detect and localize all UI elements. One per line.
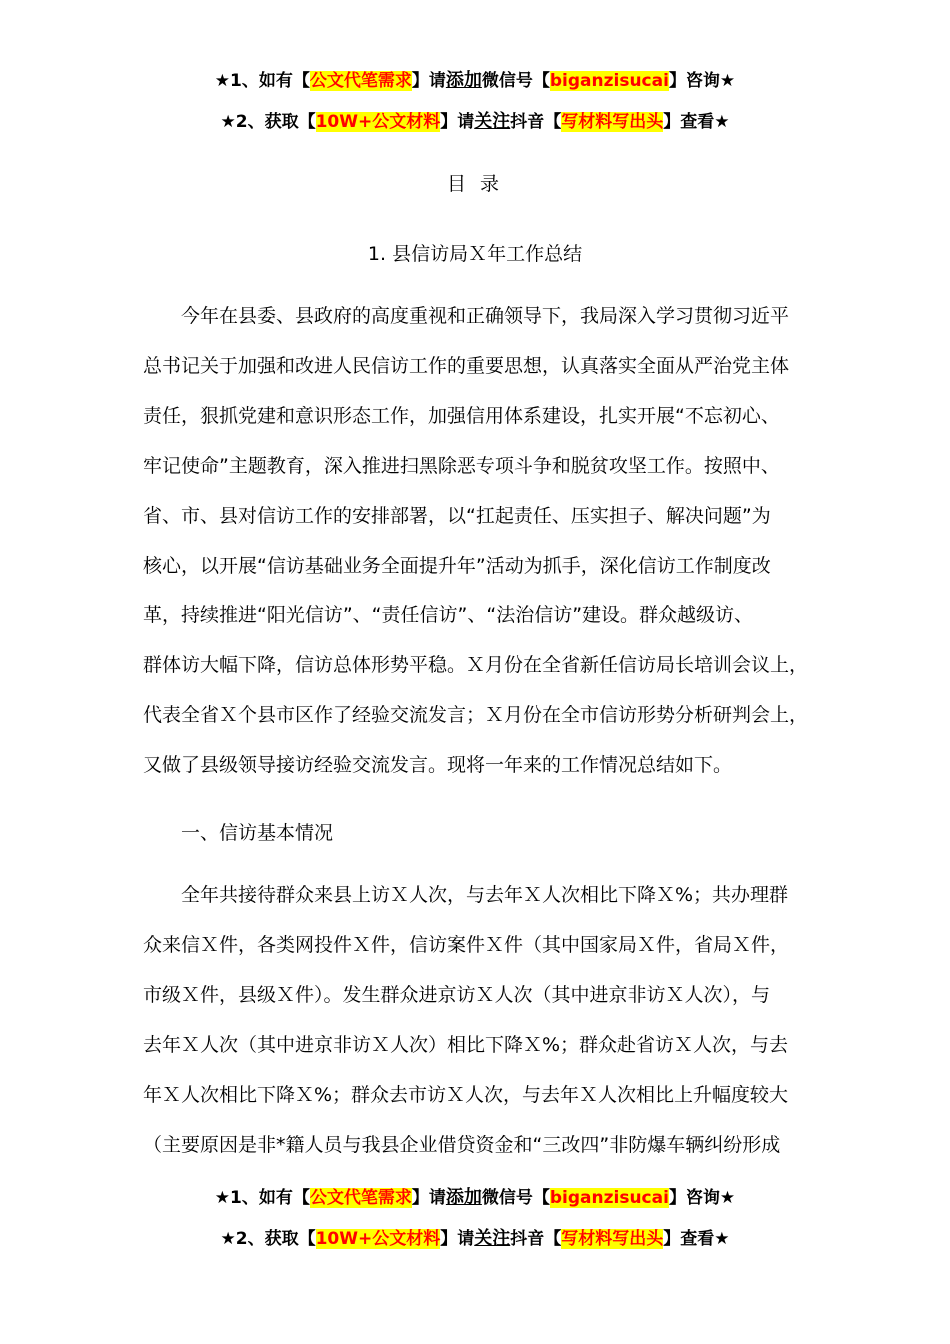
- paragraph-line: （主要原因是非*籍人员与我县企业借贷资金和“三改四”非防爆车辆纠纷形成: [143, 1133, 781, 1156]
- section-heading: 一、信访基本情况: [181, 822, 334, 844]
- paragraph-line: 省、市、县对信访工作的安排部署，以“扛起责任、压实担子、解决问题”为: [143, 504, 771, 527]
- top-banner-line-2: [0, 110, 950, 134]
- banner-text: 】查看★: [663, 112, 730, 132]
- top-banner-line-1: [0, 69, 950, 93]
- bottom-banner-line-1: [0, 1186, 950, 1210]
- banner-text: ★2、获取【: [220, 1229, 316, 1249]
- banner-text: 】请: [440, 1229, 475, 1249]
- emphasis-add: 添加: [445, 70, 482, 91]
- emphasis-add: 添加: [445, 1187, 482, 1208]
- highlight-wechat-id: biganzisucai: [549, 1188, 669, 1208]
- banner-text: 微信号【: [481, 1188, 550, 1208]
- paragraph-line: 年Ｘ人次相比下降Ｘ%；群众去市访Ｘ人次，与去年Ｘ人次相比上升幅度较大: [143, 1083, 789, 1106]
- paragraph-line: 群体访大幅下降，信访总体形势平稳。Ｘ月份在全省新任信访局长培训会议上，: [143, 654, 809, 677]
- paragraph-line: 责任，狠抓党建和意识形态工作，加强信用体系建设，扎实开展“不忘初心、: [143, 404, 780, 427]
- bottom-banner-line-2: [0, 1227, 950, 1251]
- paragraph-line: 总书记关于加强和改进人民信访工作的重要思想，认真落实全面从严治党主体: [143, 354, 790, 377]
- paragraph-line: 去年Ｘ人次（其中进京非访Ｘ人次）相比下降Ｘ%；群众赴省访Ｘ人次，与去: [143, 1033, 789, 1056]
- banner-text: 】咨询★: [668, 71, 736, 91]
- banner-text: ★2、获取【: [220, 112, 316, 132]
- intro-paragraph: [143, 292, 833, 791]
- highlight-service: 公文代笔需求: [309, 1188, 412, 1208]
- paragraph-line: 革，持续推进“阳光信访”、“责任信访”、“法治信访”建设。群众越级访、: [143, 604, 754, 627]
- banner-text: 】咨询★: [668, 1188, 736, 1208]
- paragraph-line: 众来信Ｘ件，各类网投件Ｘ件，信访案件Ｘ件（其中国家局Ｘ件，省局Ｘ件，: [143, 933, 790, 956]
- section-title: 1. 县信访局Ｘ年工作总结: [367, 243, 583, 265]
- banner-text: 】查看★: [663, 1229, 730, 1249]
- emphasis-follow: 关注: [474, 111, 511, 132]
- paragraph-line: 牢记使命”主题教育，深入推进扫黑除恶专项斗争和脱贫攻坚工作。按照中、: [143, 454, 780, 477]
- banner-text: 】请: [411, 1188, 446, 1208]
- emphasis-follow: 关注: [474, 1228, 511, 1249]
- paragraph-line: 又做了县级领导接访经验交流发言。现将一年来的工作情况总结如下。: [143, 754, 733, 777]
- banner-text: 抖音【: [510, 1229, 562, 1249]
- paragraph-line: 市级Ｘ件，县级Ｘ件）。发生群众进京访Ｘ人次（其中进京非访Ｘ人次），与: [143, 983, 771, 1006]
- banner-text: 微信号【: [481, 71, 550, 91]
- paragraph-line: 今年在县委、县政府的高度重视和正确领导下，我局深入学习贯彻习近平: [143, 305, 790, 327]
- statistics-paragraph: [143, 871, 833, 1170]
- highlight-materials: 10W+公文材料: [315, 1229, 441, 1249]
- highlight-douyin: 写材料写出头: [561, 1229, 664, 1249]
- toc-title: 目 录: [446, 173, 504, 195]
- banner-text: 抖音【: [510, 112, 562, 132]
- banner-text: 】请: [411, 71, 446, 91]
- paragraph-line: 全年共接待群众来县上访Ｘ人次，与去年Ｘ人次相比下降Ｘ%；共办理群: [143, 884, 789, 906]
- highlight-materials: 10W+公文材料: [315, 112, 441, 132]
- banner-text: ★1、如有【: [214, 1188, 310, 1208]
- highlight-service: 公文代笔需求: [309, 71, 412, 91]
- banner-text: 】请: [440, 112, 475, 132]
- highlight-douyin: 写材料写出头: [561, 112, 664, 132]
- paragraph-line: 核心，以开展“信访基础业务全面提升年”活动为抓手，深化信访工作制度改: [143, 554, 771, 577]
- highlight-wechat-id: biganzisucai: [549, 71, 669, 91]
- banner-text: ★1、如有【: [214, 71, 310, 91]
- paragraph-line: 代表全省Ｘ个县市区作了经验交流发言；Ｘ月份在全市信访形势分析研判会上，: [143, 704, 809, 727]
